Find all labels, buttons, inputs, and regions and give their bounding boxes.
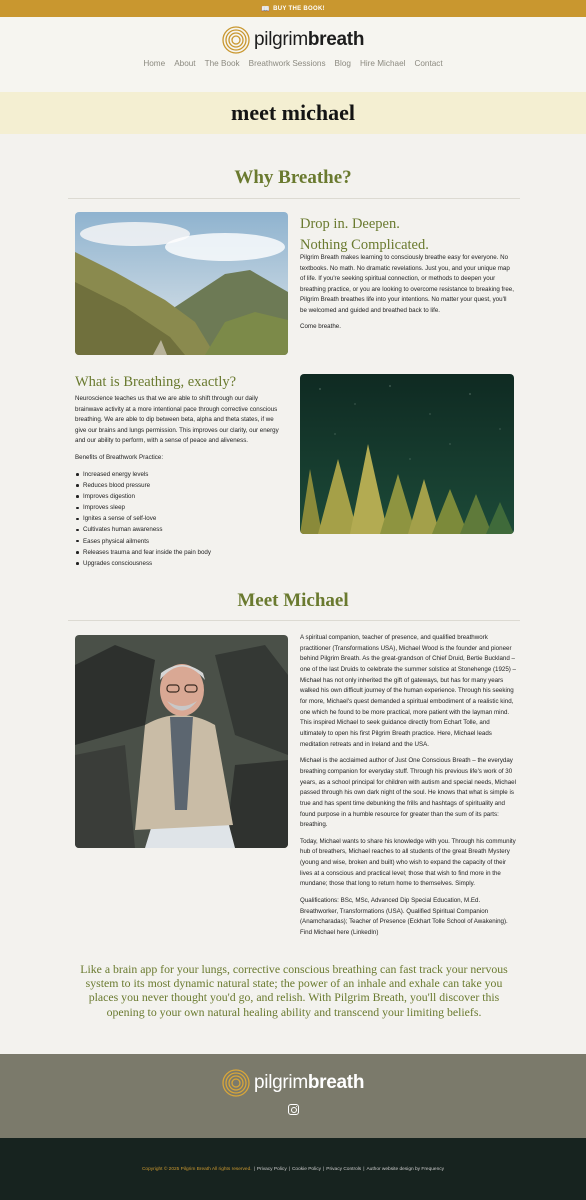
divider — [68, 620, 520, 621]
nav-about[interactable]: About — [174, 59, 196, 68]
list-item: Ignites a sense of self-love — [75, 513, 211, 524]
nav-breathwork-sessions[interactable]: Breathwork Sessions — [248, 59, 326, 68]
site-footer — [0, 1054, 586, 1138]
bio-paragraph-2: Michael is the acclaimed author of Just One Conscious Breath – the everyday breathing companion for everyday stuff. Through his previous life's work of 30 years, as a school principal for children with autism and special needs, Michael passed through his own dark night of the soul. He knows that what is simple is true and has spent time debunking the frills and hashtags of spirituality and found purpose in a humble resource for greater than the sum of its parts: breathing. — [300, 757, 516, 829]
page-title: meet michael — [231, 100, 355, 125]
cookie-policy-link[interactable]: Cookie Policy — [291, 1166, 322, 1172]
main-nav — [0, 59, 586, 68]
subhead-line-2: Nothing Complicated. — [300, 237, 429, 253]
benefits-label: Benefits of Breathwork Practice: — [75, 453, 164, 461]
divider — [68, 198, 520, 199]
meet-michael-heading: Meet Michael — [237, 590, 349, 611]
separator: | — [253, 1166, 255, 1172]
logo-wordmark: pilgrimbreath — [254, 1072, 365, 1093]
separator: | — [288, 1166, 290, 1172]
list-item: Eases physical ailments — [75, 536, 211, 547]
separator: | — [323, 1166, 325, 1172]
mountain-valley-image — [75, 212, 288, 355]
logo-wordmark: pilgrimbreath — [254, 29, 365, 50]
list-item: Improves digestion — [75, 491, 211, 502]
benefits-list — [75, 469, 211, 569]
site-logo[interactable] — [222, 26, 364, 54]
nav-home[interactable]: Home — [143, 59, 166, 68]
michael-portrait-image — [75, 635, 288, 848]
nav-hire-michael[interactable]: Hire Michael — [359, 59, 406, 68]
privacy-controls-link[interactable]: Privacy Controls — [326, 1166, 362, 1172]
nav-blog[interactable]: Blog — [334, 59, 351, 68]
nav-contact[interactable]: Contact — [414, 59, 443, 68]
why-paragraph-1: Pilgrim Breath makes learning to consciously breathe easy for everyone. No textbooks. No math. No dramatic revelations. Just you, and your unique map of life. If you're seeking spiritual connection, or methods to deepen your breathing practice, or you are looking to overcome resistance to breaking free, Pilgrim Breath breathes life into your intentions. No matter your quest, you'll be welcomed and guided and breathed back to life. — [300, 254, 514, 314]
bio-paragraph-3: Today, Michael wants to share his knowledge with you. Through his community hub of breathers, Michael reaches to all students of the great Breath Mystery (young and wise, broken and built) who wish to expand the capacity of their lives at a conscious and practical level; those that wish to find more in the mundane; those that long to return home to themselves. Simply. — [300, 837, 516, 888]
instagram-icon[interactable] — [288, 1104, 299, 1115]
page-hero — [0, 92, 586, 134]
breathing-body — [75, 394, 285, 469]
list-item: Releases trauma and fear inside the pain body — [75, 547, 211, 558]
closing-quote: Like a brain app for your lungs, corrective conscious breathing can fast track your nervous system to its most dynamic natural state; the power of an inhale and exhale can take you places you never thought you'd go, and relish. With Pilgrim Breath, you'll discover this opening to your own natural healing ability and transcend your limiting beliefs. — [80, 962, 508, 1019]
forest-night-sky-image — [300, 374, 514, 534]
why-breathe-heading: Why Breathe? — [234, 167, 352, 188]
michael-bio — [300, 633, 516, 945]
site-header — [0, 17, 586, 92]
bio-paragraph-1: A spiritual companion, teacher of presence, and qualified breathwork practitioner (Transformations USA), Michael Wood is the founder and pioneer behind Pilgrim Breath. As the great-grandson of Chief Druid, Bertie Buckland – one of the last Druids to celebrate the summer solstice at Stonehenge (1925) – Michael has not only inherited the gift of gateways, but has for many years walked his own difficult journey of the human experience. Through his seeking for more, Michael's quest demanded a spiritual embodiment of a realistic kind, one which he found to be more practical, more patient with the layman mind. This inspired Michael to seek guidance directly from Echart Tolle, and ultimately to open his first Pilgrim Breath practice. Here, Michael leads meditation retreats and in Ireland and the USA. — [300, 634, 516, 748]
list-item: Improves sleep — [75, 502, 211, 513]
breathing-heading: What is Breathing, exactly? — [75, 374, 237, 390]
privacy-policy-link[interactable]: Privacy Policy — [256, 1166, 287, 1172]
list-item: Upgrades consciousness — [75, 558, 211, 569]
why-body — [300, 253, 514, 339]
list-item: Increased energy levels — [75, 469, 211, 480]
separator: | — [363, 1166, 365, 1172]
logo-spiral-icon — [222, 1069, 250, 1097]
breathing-paragraph-1: Neuroscience teaches us that we are able to shift through our daily brainwave activity at a more intentional pace through corrective conscious breathing. We are able to dip between beta, alpha and theta states, if we give our brains and lungs permission. This improves our clarity, our energy and our ability to perform, with a sense of peace and aliveness. — [75, 395, 279, 445]
nav-the-book[interactable]: The Book — [204, 59, 240, 68]
copyright-text: Copyright © 2025 Pilgrim Breath All rights reserved. — [141, 1166, 252, 1172]
subhead-line-1: Drop in. Deepen. — [300, 216, 400, 232]
logo-spiral-icon — [222, 26, 250, 54]
top-promo-bar[interactable] — [0, 0, 586, 17]
buy-book-link[interactable]: BUY THE BOOK! — [273, 5, 325, 12]
list-item: Cultivates human awareness — [75, 524, 211, 535]
bio-qualifications: Qualifications: BSc, MSc, Advanced Dip Special Education, M.Ed. Breathworker, Transformations (USA). Qualified Spiritual Companion (Anamcharadas); Teacher of Presence (Eckhart Tolle School of Awakening). Find Michael here (LinkedIn) — [300, 897, 508, 937]
footer-logo[interactable] — [222, 1069, 364, 1097]
why-paragraph-2: Come breathe. — [300, 323, 341, 331]
list-item: Reduces blood pressure — [75, 480, 211, 491]
author-credit-link[interactable]: Author website design by Frequency — [366, 1166, 445, 1172]
legal-bar — [0, 1138, 586, 1200]
book-icon: 📖 — [261, 5, 271, 13]
why-subheading — [300, 214, 429, 256]
